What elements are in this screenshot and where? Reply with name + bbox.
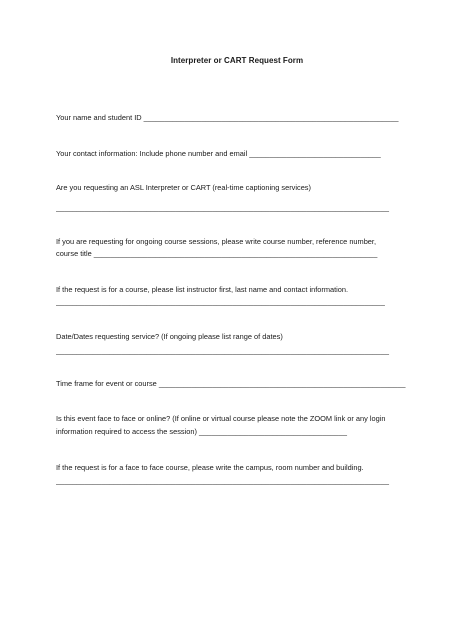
login-information-line: information required to access the session) ____________________________________ <box>56 427 347 436</box>
dates-question: Date/Dates requesting service? (If ongoing please list range of dates) <box>56 332 283 341</box>
asl-or-cart-answer-line: _________________________________________________________________________________ <box>56 203 389 212</box>
course-title-line: course title _____________________________________________________________________ <box>56 249 378 258</box>
form-title: Interpreter or CART Request Form <box>170 56 304 65</box>
dates-answer-line: _________________________________________________________________________________ <box>56 346 389 355</box>
time-frame-line: Time frame for event or course ____________________________________________________________ <box>56 379 406 388</box>
face-to-face-or-online-question: Is this event face to face or online? (If online or virtual course please note the ZOOM link or any login <box>56 414 386 423</box>
instructor-answer-line: ________________________________________________________________________________ <box>56 297 385 306</box>
contact-information-line: Your contact information: Include phone number and email ________________________________ <box>56 149 381 158</box>
campus-room-building-question: If the request is for a face to face course, please write the campus, room number and building. <box>56 463 364 472</box>
campus-room-building-answer-line: _________________________________________________________________________________ <box>56 476 389 485</box>
ongoing-course-question: If you are requesting for ongoing course sessions, please write course number, reference number, <box>56 237 377 246</box>
asl-or-cart-question: Are you requesting an ASL Interpreter or CART (real-time captioning services) <box>56 183 311 192</box>
instructor-question: If the request is for a course, please list instructor first, last name and contact information. <box>56 285 349 294</box>
name-and-student-id-line: Your name and student ID ______________________________________________________________ <box>56 113 399 122</box>
